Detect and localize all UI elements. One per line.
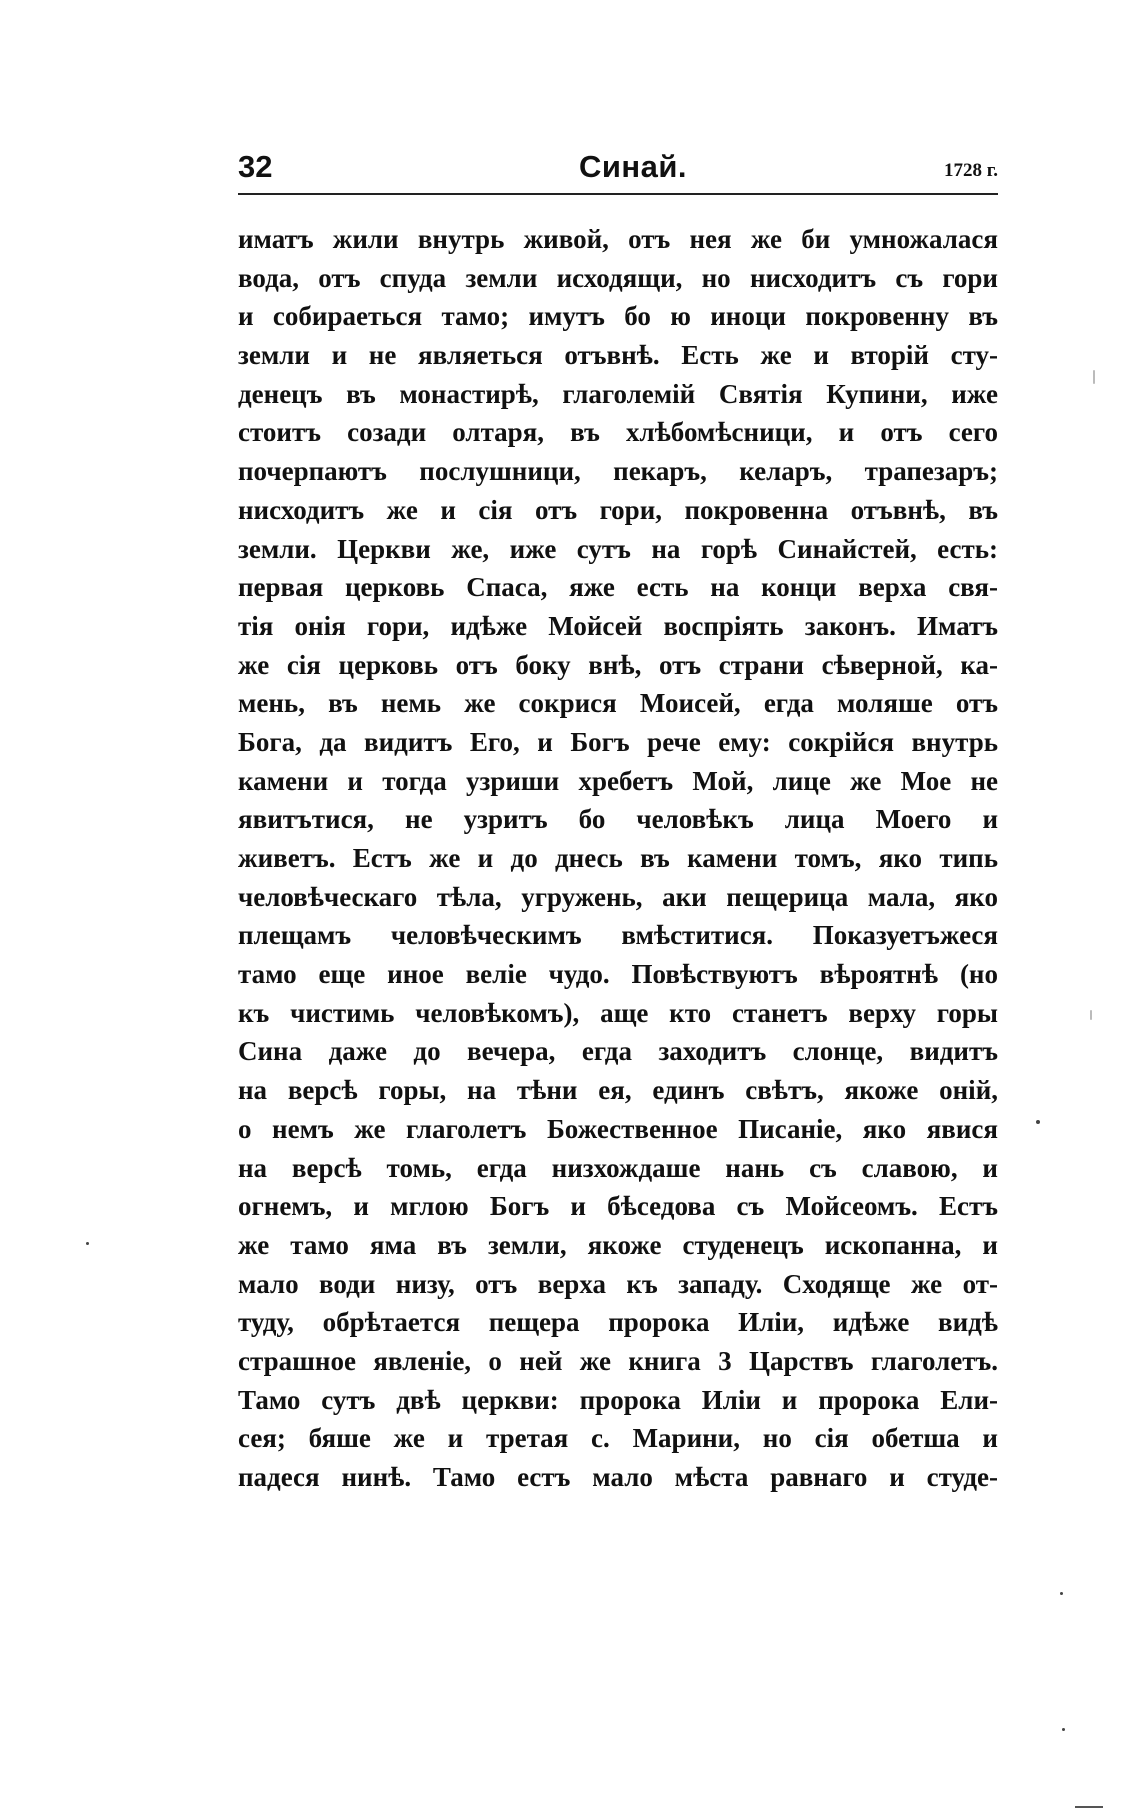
text-line: нисходитъ же и сія отъ гори, покровенна отъвнѣ, въ (238, 494, 998, 525)
text-line: явитътися, не узритъ бо человѣкъ лица Моего и (238, 804, 998, 835)
scan-speck (86, 1242, 89, 1245)
text-line: плещамъ человѣческимъ вмѣститися. Показуетъжеся (238, 920, 998, 951)
text-line: и собираеться тамо; имутъ бо ю иноци покровенну въ (238, 301, 998, 332)
text-line: же тамо яма въ земли, якоже студенецъ ископанна, и (238, 1229, 998, 1260)
text-line: вода, отъ спуда земли исходящи, но нисходитъ съ гори (238, 262, 998, 293)
scan-speck (1093, 370, 1095, 384)
text-line: огнемъ, и мглою Богъ и бѣседова съ Мойсеомъ. Естъ (238, 1191, 998, 1222)
scan-speck (1075, 1806, 1103, 1808)
text-line: же сія церковь отъ боку внѣ, отъ страни сѣверной, ка- (238, 649, 998, 680)
text-line: о немъ же глаголетъ Божественное Писаніе, яко явися (238, 1113, 998, 1144)
text-line: иматъ жили внутрь живой, отъ нея же би умножалася (238, 224, 998, 254)
scan-speck (1036, 1120, 1040, 1124)
text-line: сея; бяше же и третая с. Марини, но сія обетша и (238, 1423, 998, 1454)
text-line: къ чистимь человѣкомъ), аще кто станетъ верху горы (238, 997, 998, 1028)
text-line: стоитъ созади олтаря, въ хлѣбомѣсници, и отъ сего (238, 417, 998, 448)
text-line: Бога, да видитъ Его, и Богъ рече ему: сокрійся внутрь (238, 726, 998, 757)
scan-speck (1060, 1592, 1063, 1595)
running-head (238, 150, 998, 196)
text-line: мало води низу, отъ верха къ западу. Сходяще же от- (238, 1268, 998, 1299)
text-line: почерпаютъ послушници, пекаръ, келаръ, трапезаръ; (238, 456, 998, 487)
scan-speck (1090, 1010, 1092, 1020)
text-line: туду, обрѣтается пещера пророка Иліи, идѣже видѣ (238, 1307, 998, 1338)
page-number: 32 (238, 149, 273, 184)
text-line: Сина даже до вечера, егда заходитъ слонце, видитъ (238, 1036, 998, 1067)
text-line: земли. Церкви же, иже сутъ на горѣ Синайстей, есть: (238, 533, 998, 564)
text-line: падеся нинѣ. Тамо естъ мало мѣста равнаго и студе- (238, 1462, 998, 1492)
text-line: Тамо сутъ двѣ церкви: пророка Иліи и пророка Ели- (238, 1384, 998, 1415)
text-line: мень, въ немь же сокрися Моисей, егда моляше отъ (238, 688, 998, 719)
running-title: Синай. (578, 149, 688, 184)
text-line: на версѣ горы, на тѣни ея, единъ свѣтъ, якоже оній, (238, 1075, 998, 1106)
text-line: тамо еще иное веліе чудо. Повѣствуютъ вѣроятнѣ (но (238, 959, 998, 990)
text-line: тія онія гори, идѣже Мойсей воспріять законъ. Иматъ (238, 610, 998, 641)
text-line: первая церковь Спаса, яже есть на конци верха свя- (238, 572, 998, 603)
text-line: страшное явленіе, о ней же книга 3 Царствъ глаголетъ. (238, 1345, 998, 1376)
running-year: 1728 г. (944, 160, 998, 181)
text-line: человѣческаго тѣла, угружень, аки пещерица мала, яко (238, 881, 998, 912)
header-rule (238, 193, 998, 195)
body-text (238, 220, 998, 1497)
text-line: земли и не являеться отъвнѣ. Есть же и вторій сту- (238, 340, 998, 371)
text-line: денецъ въ монастирѣ, глаголемій Святія Купини, иже (238, 378, 998, 409)
text-line: живетъ. Естъ же и до днесь въ камени томъ, яко типь (238, 843, 998, 873)
text-line: камени и тогда узриши хребетъ Мой, лице же Мое не (238, 765, 998, 796)
scan-speck (1062, 1728, 1065, 1731)
text-line: на версѣ томь, егда низхождаше нань съ славою, и (238, 1152, 998, 1183)
